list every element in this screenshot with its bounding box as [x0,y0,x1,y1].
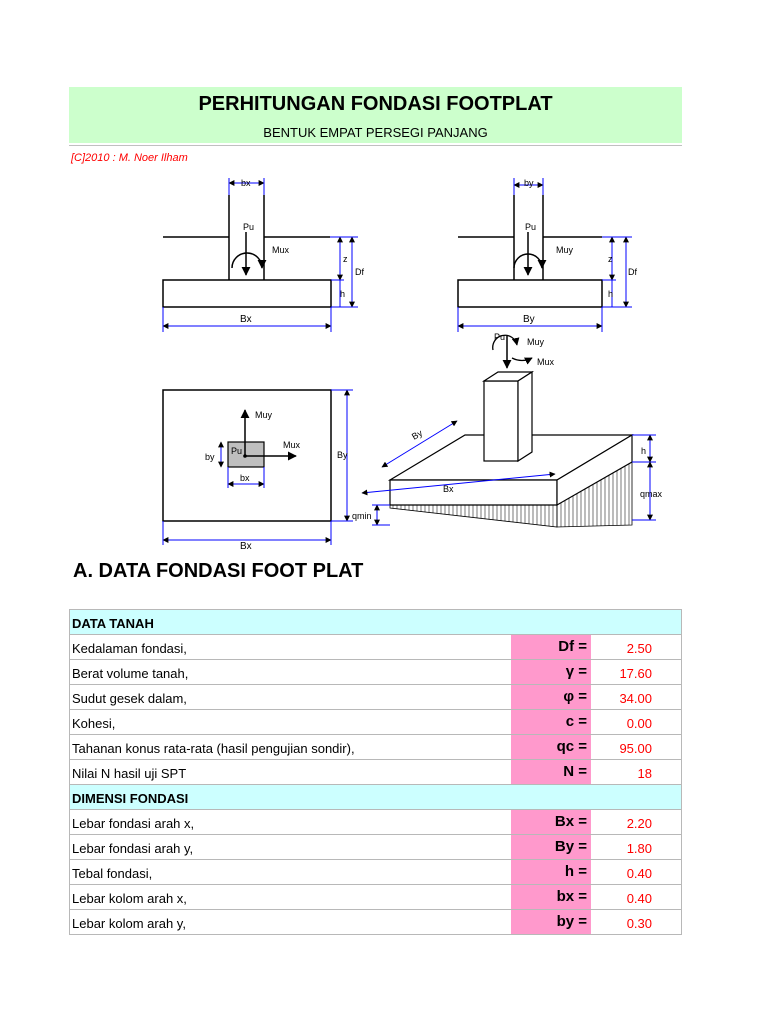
label-mux: Mux [283,440,301,450]
label-muy: Muy [527,337,545,347]
value-cell[interactable]: 95.00 [619,741,652,756]
label-pu: Pu [494,332,506,342]
symbol-cell: N = [511,760,591,784]
value-cell[interactable]: 34.00 [619,691,652,706]
value-cell[interactable]: 0.00 [626,716,652,731]
label-df: Df [355,267,364,277]
label-Bx: Bx [240,541,252,552]
label-h: h [340,289,346,299]
label-z: z [343,254,348,264]
symbol-cell: γ = [511,660,591,684]
value-cell[interactable]: 18 [637,766,652,781]
label-By: By [410,427,425,442]
divider [69,145,682,146]
title-banner [69,87,682,143]
label-df: Df [628,267,637,277]
symbol-cell: bx = [511,885,591,909]
label-by: by [205,452,215,462]
symbol-cell: by = [511,910,591,934]
section-title: A. DATA FONDASI FOOT PLAT [73,560,364,582]
table-section-header: DIMENSI FONDASI [69,785,682,810]
label-muy: Muy [255,410,273,420]
label-By: By [337,450,348,460]
value-cell[interactable]: 0.40 [626,866,652,881]
value-cell[interactable]: 17.60 [619,666,652,681]
label-h: h [608,289,614,299]
table-row: Tahanan konus rata-rata (hasil pengujian sondir), qc = 95.00 [69,735,682,760]
label-qmax: qmax [640,489,663,499]
table-section-header: DATA TANAH [69,610,682,635]
symbol-cell: Df = [511,635,591,659]
label-qmin: qmin [352,511,372,521]
page-subtitle: BENTUK EMPAT PERSEGI PANJANG [263,125,488,140]
value-cell[interactable]: 2.50 [626,641,652,656]
value-cell[interactable]: 2.20 [626,816,652,831]
label-bx: bx [241,178,251,188]
label-mux: Mux [272,245,290,255]
label-h: h [641,446,647,456]
value-cell[interactable]: 1.80 [626,841,652,856]
table-row: Lebar kolom arah x, bx = 0.40 [69,885,682,910]
label-bx: bx [240,473,250,483]
symbol-cell: qc = [511,735,591,759]
label-pu: Pu [243,222,255,232]
label-mux: Mux [537,357,555,367]
table-row: Nilai N hasil uji SPT N = 18 [69,760,682,785]
value-cell[interactable]: 0.40 [626,891,652,906]
table-row: Lebar kolom arah y, by = 0.30 [69,910,682,935]
table-row: Tebal fondasi, h = 0.40 [69,860,682,885]
label-by: by [524,178,534,188]
label-pu: Pu [231,446,243,456]
symbol-cell: Bx = [511,810,591,834]
page-title: PERHITUNGAN FONDASI FOOTPLAT [198,93,553,115]
elevation-y [458,178,637,332]
symbol-cell: c = [511,710,591,734]
table-row: Kedalaman fondasi, Df = 2.50 [69,635,682,660]
elevation-x [163,178,364,332]
foundation-diagram [0,160,768,555]
symbol-cell: By = [511,835,591,859]
table-row: Kohesi, c = 0.00 [69,710,682,735]
label-Bx: Bx [443,484,454,494]
label-Bx: Bx [240,314,252,325]
symbol-cell: h = [511,860,591,884]
label-By: By [523,314,535,325]
label-z: z [608,254,613,264]
table-row: Berat volume tanah, γ = 17.60 [69,660,682,685]
table-row: Lebar fondasi arah x, Bx = 2.20 [69,810,682,835]
label-muy: Muy [556,245,574,255]
isometric-view [352,332,663,527]
value-cell[interactable]: 0.30 [626,916,652,931]
symbol-cell: φ = [511,685,591,709]
plan-view [163,390,353,552]
label-pu: Pu [525,222,537,232]
data-table [69,609,682,935]
table-row: Lebar fondasi arah y, By = 1.80 [69,835,682,860]
table-row: Sudut gesek dalam, φ = 34.00 [69,685,682,710]
copyright-note: [C]2010 : M. Noer Ilham [71,152,188,164]
